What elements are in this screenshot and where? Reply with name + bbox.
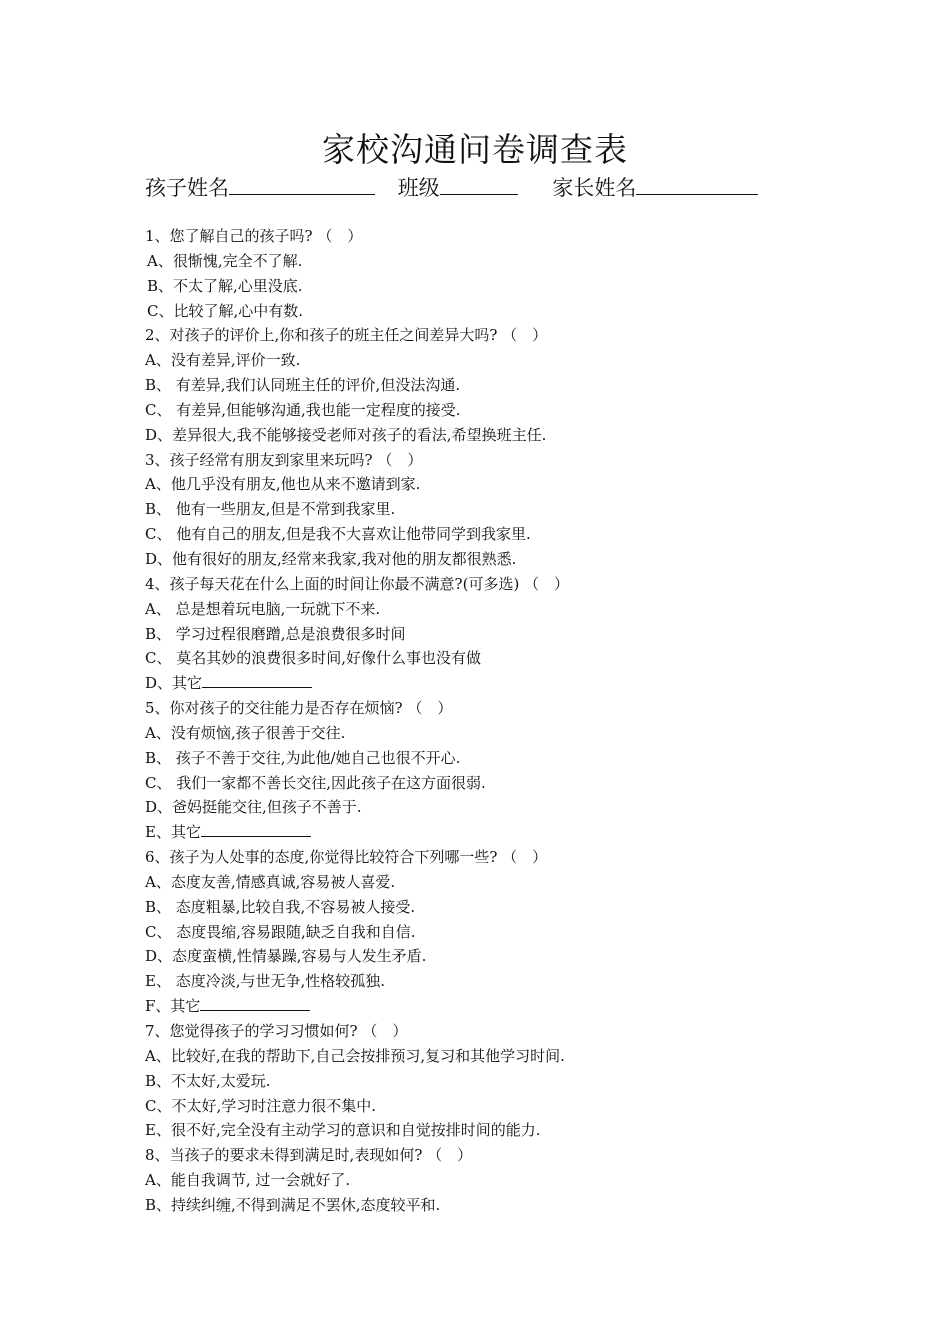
question-text: 8、当孩子的要求未得到满足时,表现如何? （ ） xyxy=(145,1146,473,1165)
option-item xyxy=(145,597,845,622)
option-text: A、能自我调节, 过一会就好了. xyxy=(145,1171,351,1190)
option-item xyxy=(145,746,845,771)
option-item xyxy=(145,944,845,969)
option-text: C、 他有自己的朋友,但是我不大喜欢让他带同学到我家里. xyxy=(145,525,531,544)
question-text: 7、您觉得孩子的学习习惯如何? （ ） xyxy=(145,1022,408,1040)
option-item xyxy=(145,1193,845,1218)
question-list xyxy=(145,224,845,1218)
option-item xyxy=(145,1168,845,1193)
option-text: C、 态度畏缩,容易跟随,缺乏自我和自信. xyxy=(145,922,416,941)
option-item xyxy=(145,547,845,572)
parent-name-label: 家长姓名 xyxy=(552,176,637,200)
option-text: D、其它 xyxy=(145,674,203,693)
option-text: D、他有很好的朋友,经常来我家,我对他的朋友都很熟悉. xyxy=(145,549,517,568)
option-item xyxy=(145,348,845,373)
other-fill-blank[interactable] xyxy=(200,994,310,1011)
option-item xyxy=(145,795,845,820)
question-text: 6、孩子为人处事的态度,你觉得比较符合下列哪一些? （ ） xyxy=(145,848,548,867)
option-item xyxy=(145,1118,845,1143)
option-item xyxy=(145,522,845,547)
option-text: B、 孩子不善于交往,为此他/她自己也很不开心. xyxy=(145,748,461,767)
option-item xyxy=(145,969,845,994)
option-text: C、 有差异,但能够沟通,我也能一定程度的接受. xyxy=(145,400,461,419)
option-text: B、持续纠缠,不得到满足不罢休,态度较平和. xyxy=(145,1195,441,1214)
option-item xyxy=(145,423,845,448)
option-text: C、比较了解,心中有数. xyxy=(147,301,304,320)
option-text: E、其它 xyxy=(145,823,201,842)
parent-name-blank[interactable] xyxy=(636,170,758,195)
child-name-blank[interactable] xyxy=(229,170,375,195)
option-text: C、 莫名其妙的浪费很多时间,好像什么事也没有做 xyxy=(145,649,482,668)
option-item xyxy=(145,920,845,945)
option-text: C、不太好,学习时注意力很不集中. xyxy=(145,1096,377,1115)
option-item xyxy=(145,671,845,696)
option-text: E、很不好,完全没有主动学习的意识和自觉按排时间的能力. xyxy=(145,1121,541,1140)
option-text: A、很惭愧,完全不了解. xyxy=(147,251,303,270)
other-fill-blank[interactable] xyxy=(202,671,312,688)
option-item xyxy=(145,994,845,1019)
option-text: B、不太了解,心里没底. xyxy=(147,276,303,295)
option-text: B、 学习过程很磨蹭,总是浪费很多时间 xyxy=(145,624,406,643)
option-text: A、 总是想着玩电脑,一玩就下不来. xyxy=(145,599,381,618)
question-text: 2、对孩子的评价上,你和孩子的班主任之间差异大吗? （ ） xyxy=(145,326,548,345)
option-text: A、他几乎没有朋友,他也从来不邀请到家. xyxy=(145,475,421,494)
option-item xyxy=(145,497,845,522)
option-item xyxy=(145,249,845,274)
option-text: A、没有烦恼,孩子很善于交往. xyxy=(145,723,346,742)
class-blank[interactable] xyxy=(440,170,518,195)
info-row xyxy=(145,170,758,205)
page-title: 家校沟通问卷调查表 xyxy=(322,130,628,169)
option-item xyxy=(145,1094,845,1119)
option-text: E、 态度冷淡,与世无争,性格较孤独. xyxy=(145,972,386,991)
option-text: A、态度友善,情感真诚,容易被人喜爱. xyxy=(145,872,396,891)
option-item xyxy=(145,1044,845,1069)
option-text: D、态度蛮横,性情暴躁,容易与人发生矛盾. xyxy=(145,947,427,966)
option-item xyxy=(145,895,845,920)
option-item xyxy=(145,870,845,895)
option-text: A、比较好,在我的帮助下,自己会按排预习,复习和其他学习时间. xyxy=(145,1046,565,1065)
option-item xyxy=(145,622,845,647)
option-item xyxy=(145,472,845,497)
option-text: B、不太好,太爱玩. xyxy=(145,1071,271,1090)
option-item xyxy=(145,274,845,299)
option-text: F、其它 xyxy=(145,997,201,1016)
other-fill-blank[interactable] xyxy=(201,820,311,837)
child-name-label: 孩子姓名 xyxy=(145,176,229,200)
option-text: B、 有差异,我们认同班主任的评价,但没法沟通. xyxy=(145,376,461,395)
question-text: 5、你对孩子的交往能力是否存在烦恼? （ ） xyxy=(145,699,453,718)
option-text: B、 他有一些朋友,但是不常到我家里. xyxy=(145,500,396,519)
option-item xyxy=(145,721,845,746)
option-item xyxy=(145,1069,845,1094)
option-item xyxy=(145,771,845,796)
option-text: A、没有差异,评价一致. xyxy=(145,351,301,370)
option-item xyxy=(145,373,845,398)
class-label: 班级 xyxy=(397,176,440,200)
option-item xyxy=(145,820,845,845)
option-text: D、爸妈挺能交往,但孩子不善于. xyxy=(145,798,362,817)
option-item xyxy=(145,299,845,324)
option-text: C、 我们一家都不善长交往,因此孩子在这方面很弱. xyxy=(145,773,486,792)
question-text: 1、您了解自己的孩子吗? （ ） xyxy=(145,227,363,245)
question-text: 3、孩子经常有朋友到家里来玩吗? （ ） xyxy=(145,450,423,469)
option-item xyxy=(145,646,845,671)
option-text: D、差异很大,我不能够接受老师对孩子的看法,希望换班主任. xyxy=(145,425,547,444)
option-item xyxy=(145,398,845,423)
question-text: 4、孩子每天花在什么上面的时间让你最不满意?(可多选) （ ） xyxy=(145,574,570,593)
option-text: B、 态度粗暴,比较自我,不容易被人接受. xyxy=(145,897,416,916)
